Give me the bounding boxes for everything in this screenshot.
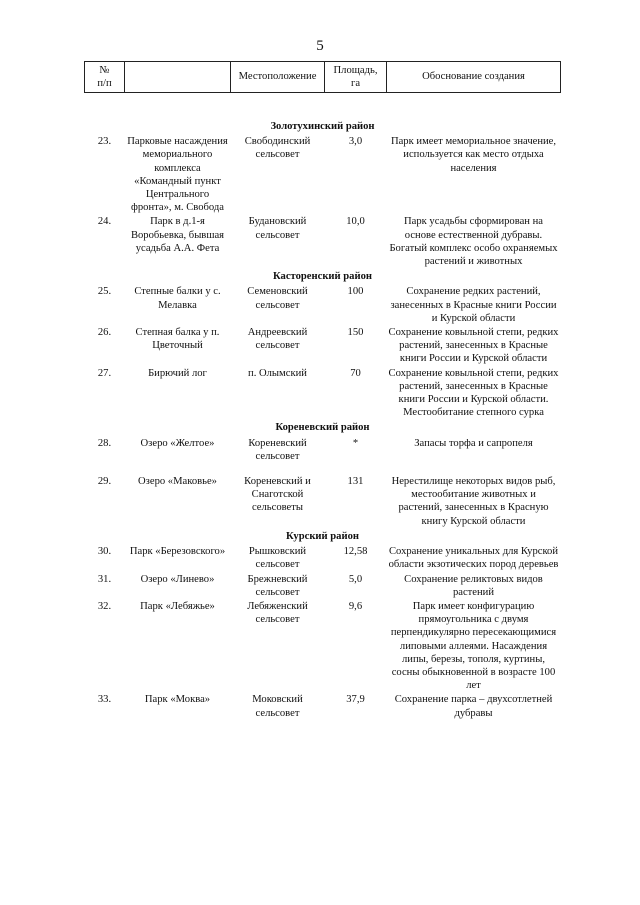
row-reason: Сохранение уникальных для Курской области экзотических пород деревьев [388,546,559,571]
table-row [85,573,561,600]
row-location: Семеновский сельсовет [247,286,308,311]
row-location: Свободинский сельсовет [244,136,311,161]
table-row [85,367,561,421]
district-name: Золотухинский район [270,121,375,132]
protected-areas-table [84,61,561,721]
row-name: Озеро «Маковье» [138,476,217,488]
row-reason: Парк имеет мемориальное значение, используется как место отдыха населения [390,136,557,174]
row-name: Парк «Лебяжье» [140,600,215,612]
row-number: 28. [97,437,112,449]
row-area: 12,58 [343,546,368,558]
row-number: 32. [97,600,112,612]
row-area: 150 [347,327,364,339]
table-row [85,135,561,215]
row-area: 70 [350,367,361,379]
row-area: * [352,437,359,449]
header-num-line2: п/п [97,78,112,89]
header-reason: Обоснование создания [387,62,561,93]
header-name [125,62,231,93]
district-name: Курский район [286,530,359,542]
row-number: 30. [97,546,112,558]
row-number: 25. [97,286,112,298]
table-row [85,693,561,720]
table-row [85,475,561,529]
row-location: Моковский сельсовет [252,694,303,719]
row-name: Степная балка у п. Цветочный [135,327,220,352]
row-location: Будановский сельсовет [248,216,307,241]
page-number: 5 [316,38,324,54]
row-number: 24. [97,216,112,228]
header-area [325,62,387,93]
header-num [85,62,125,93]
row-name: Парковые насаждения мемориального комплекса «Командный пункт Центрального фронта», м. Свобода [127,136,228,214]
district-row [85,420,561,436]
row-location: Андреевский сельсовет [247,327,308,352]
header-location: Местоположение [231,62,325,93]
row-number: 23. [97,136,112,148]
table-row [85,326,561,367]
header-area-line2: га [350,78,361,89]
table-row [85,545,561,572]
district-row [85,269,561,285]
row-reason: Сохранение парка – двухсотлетней дубравы [394,694,553,719]
row-location: Рышковский сельсовет [248,546,307,571]
row-reason: Сохранение редких растений, занесенных в Красные книги России и Курской области [390,286,557,324]
row-number: 33. [97,694,112,706]
header-area-line1: Площадь, [333,64,378,76]
row-reason: Парк усадьбы сформирован на основе естественной дубравы. Богатый комплекс особо охраняемых растений и животных [389,216,558,268]
row-area: 9,6 [348,600,363,612]
row-location: Кореневский сельсовет [248,437,307,462]
row-area: 37,9 [346,694,365,706]
row-number: 29. [97,476,112,488]
row-area: 131 [347,476,364,488]
row-location: Лебяженский сельсовет [247,600,308,626]
row-area: 100 [347,286,364,298]
row-number: 26. [97,327,112,339]
district-row [85,119,561,135]
table-row [85,600,561,693]
row-name: Парк «Моква» [144,694,211,706]
row-name: Парк в д.1-я Воробьевка, бывшая усадьба А.А. Фета [130,216,225,254]
table-body [85,93,561,721]
district-name: Касторенский район [273,271,372,283]
row-reason: Нерестилище некоторых видов рыб, местообитание животных и растений, занесенных в Красную книгу Курской области [391,476,556,527]
row-location: Брежневский сельсовет [247,573,308,598]
row-number: 31. [97,573,112,585]
row-name: Степные балки у с. Мелавка [134,286,221,311]
row-area: 3,0 [348,136,363,148]
row-area: 10,0 [346,216,365,228]
row-name: Парк «Березовского» [129,546,226,558]
header-num-line1: № [99,64,110,76]
row-number: 27. [97,367,112,379]
row-area: 5,0 [348,573,363,585]
table-row [85,215,561,269]
row-reason: Сохранение реликтовых видов растений [404,573,543,598]
row-reason: Запасы торфа и сапропеля [414,437,533,449]
table-row [85,285,561,326]
row-location: п. Олымский [248,367,307,379]
table-row [85,437,561,475]
header-gap [85,93,561,120]
row-reason: Сохранение ковыльной степи, редких растений, занесенных в Красные книги России и Курской области. Местообитание степного сурка [388,367,559,419]
district-name: Кореневский район [275,422,370,434]
row-reason: Парк имеет конфигурацию прямоугольника с двумя перпендикулярно пересекающимися липовыми аллеями. Насаждения липы, березы, тополя, куртины, сосны обыкновенной в возрасте 100 лет [390,600,557,692]
district-row [85,529,561,545]
row-name: Озеро «Линево» [140,573,215,585]
row-name: Бирючий лог [148,367,207,379]
row-reason: Сохранение ковыльной степи, редких растений, занесенных в Красные книги России и Курской области [388,327,559,365]
row-location: Кореневский и Снаготской сельсоветы [244,476,311,514]
table-header [85,62,561,93]
row-name: Озеро «Желтое» [140,437,215,449]
